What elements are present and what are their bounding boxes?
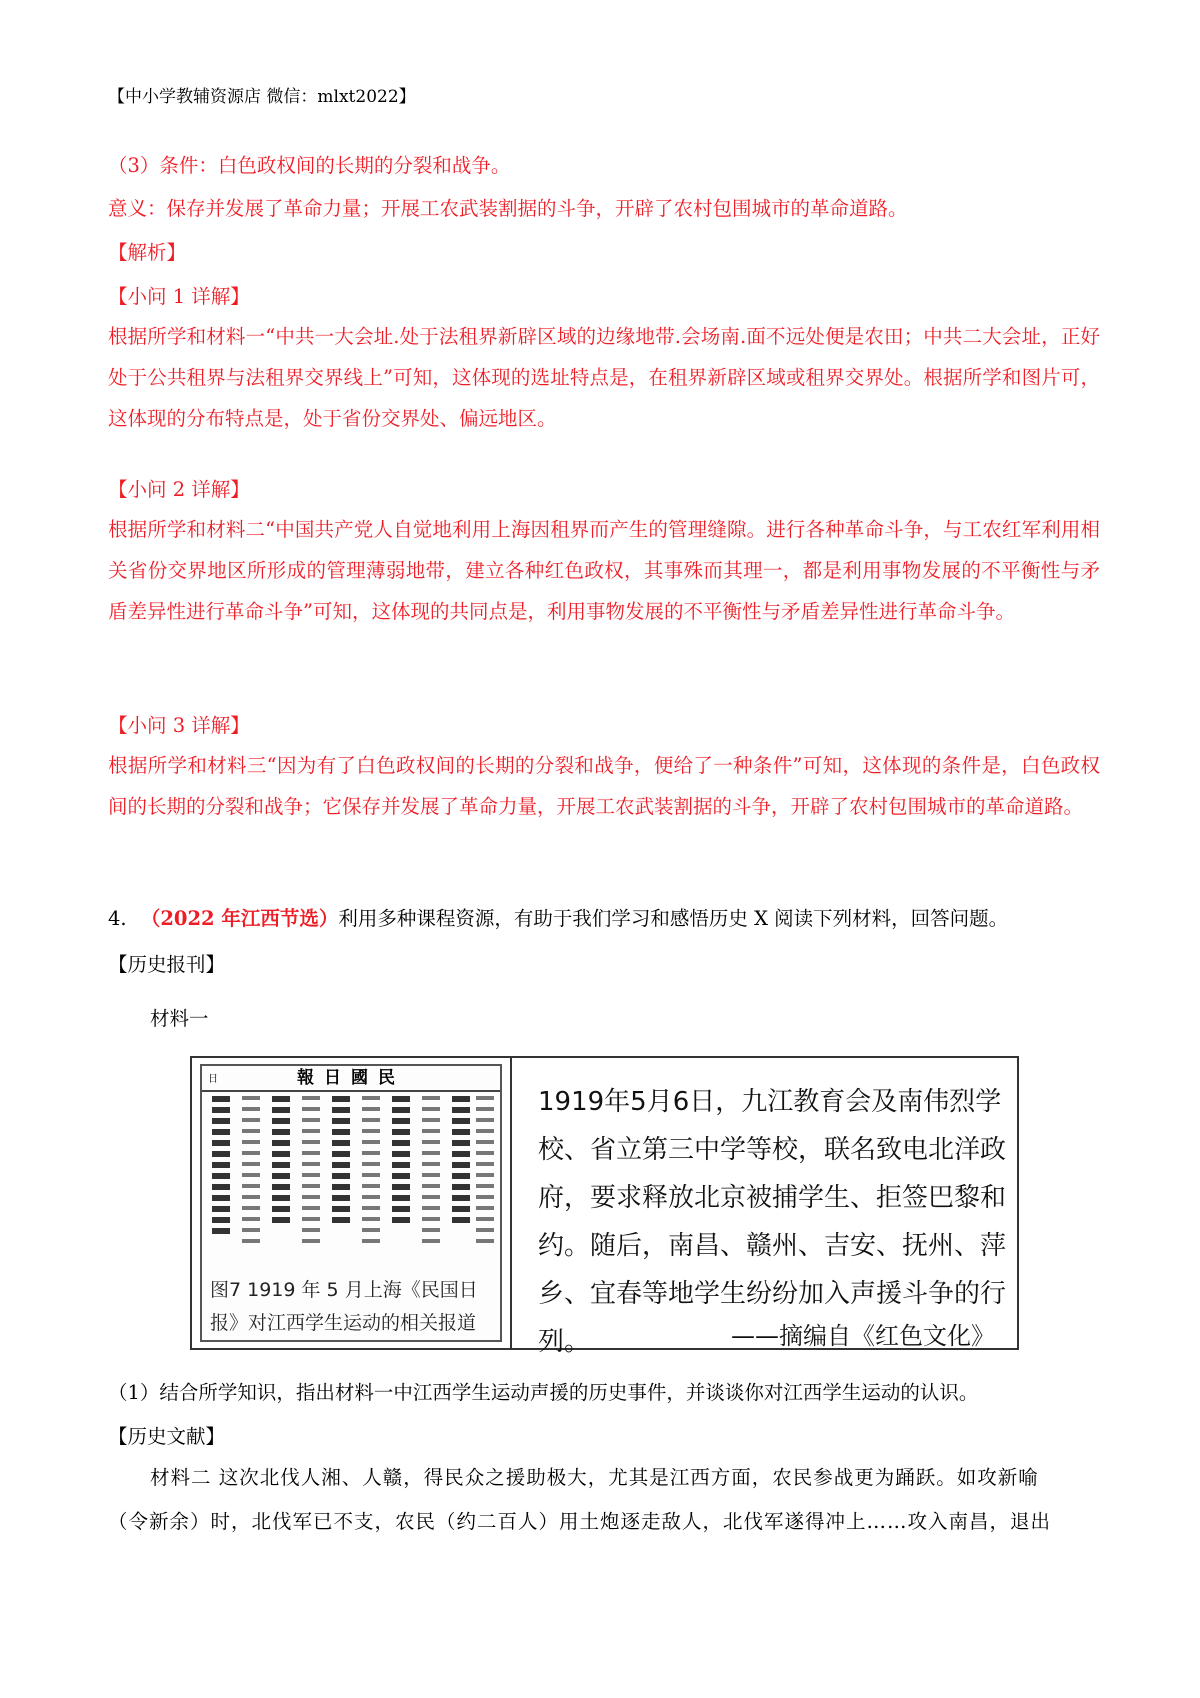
answer3-condition: （3）条件：白色政权间的长期的分裂和战争。 xyxy=(108,154,511,177)
question-4-text: 利用多种课程资源，有助于我们学习和感悟历史 X 阅读下列材料，回答问题。 xyxy=(338,907,1009,930)
material1-label: 材料一 xyxy=(150,1007,209,1030)
question-4-1: （1）结合所学知识，指出材料一中江西学生运动声援的历史事件，并谈谈你对江西学生运动的认识。 xyxy=(108,1381,979,1404)
section-literature: 【历史文献】 xyxy=(108,1425,226,1448)
section-newspaper: 【历史报刊】 xyxy=(108,953,226,976)
q3-text: 根据所学和材料三“因为有了白色政权间的长期的分裂和战争，便给了一种条件”可知，这体现的条件是，白色政权间的长期的分裂和战争；它保存并发展了革命力量，开展工农武装割据的斗争，开辟了农村包围城市的革命道路。 xyxy=(108,754,1100,818)
newspaper-masthead: 日 報日國民 xyxy=(202,1066,500,1092)
figure-text: 1919年5月6日，九江教育会及南伟烈学校、省立第三中学等校，联名致电北洋政府，要求释放北京被捕学生、拒签巴黎和约。随后，南昌、赣州、吉安、抚州、萍乡、宜春等地学生纷纷加入声援斗争的行列。 xyxy=(538,1087,1007,1357)
q1-text: 根据所学和材料一“中共一大会址.处于法租界新辟区域的边缘地带.会场南.面不远处便是农田；中共二大会址，正好处于公共租界与法租界交界线上”可知，这体现的选址特点是，在租界新辟区域或租界交界处。根据所学和图片可，这体现的分布特点是，处于省份交界处、偏远地区。 xyxy=(108,325,1100,430)
question-4-source: （2022 年江西节选） xyxy=(140,907,339,930)
material2-line2: （令新余）时，北伐军已不支，农民（约二百人）用土炮逐走敌人，北伐军遂得冲上……攻入南昌，退出 xyxy=(108,1510,1052,1533)
q2-label: 【小问 2 详解】 xyxy=(108,478,250,501)
q3-label: 【小问 3 详解】 xyxy=(108,714,250,737)
analysis-label: 【解析】 xyxy=(108,241,187,264)
question-4-number: 4. xyxy=(108,907,127,930)
material2-line1: 材料二 这次北伐人湘、人赣，得民众之援助极大，尤其是江西方面，农民参战更为踊跃。如攻新喻 xyxy=(150,1466,1039,1489)
material1-figure xyxy=(190,1056,1019,1357)
question-4 xyxy=(108,903,1098,931)
q2-text: 根据所学和材料二“中国共产党人自觉地利用上海因租界而产生的管理缝隙。进行各种革命斗争，与工农红军利用相关省份交界地区所形成的管理薄弱地带，建立各种红色政权，其事殊而其理一，都是利用事物发展的不平衡性与矛盾差异性进行革命斗争”可知，这体现的共同点是，利用事物发展的不平衡性与矛盾差异性进行革命斗争。 xyxy=(108,518,1100,623)
newspaper-columns xyxy=(206,1096,498,1266)
figure-source: ——摘编自《红色文化》 xyxy=(731,1322,995,1350)
answer3-meaning: 意义：保存并发展了革命力量；开展工农武装割据的斗争，开辟了农村包围城市的革命道路。 xyxy=(108,197,908,220)
newspaper-small-text: 日 xyxy=(208,1074,219,1085)
header-watermark: 【中小学教辅资源店 微信：mlxt2022】 xyxy=(108,87,416,107)
figure-caption: 图7 1919 年 5 月上海《民国日报》对江西学生运动的相关报道 xyxy=(210,1279,478,1334)
newspaper-clipping xyxy=(200,1064,502,1342)
q1-label: 【小问 1 详解】 xyxy=(108,285,250,308)
figure-divider xyxy=(510,1058,512,1348)
